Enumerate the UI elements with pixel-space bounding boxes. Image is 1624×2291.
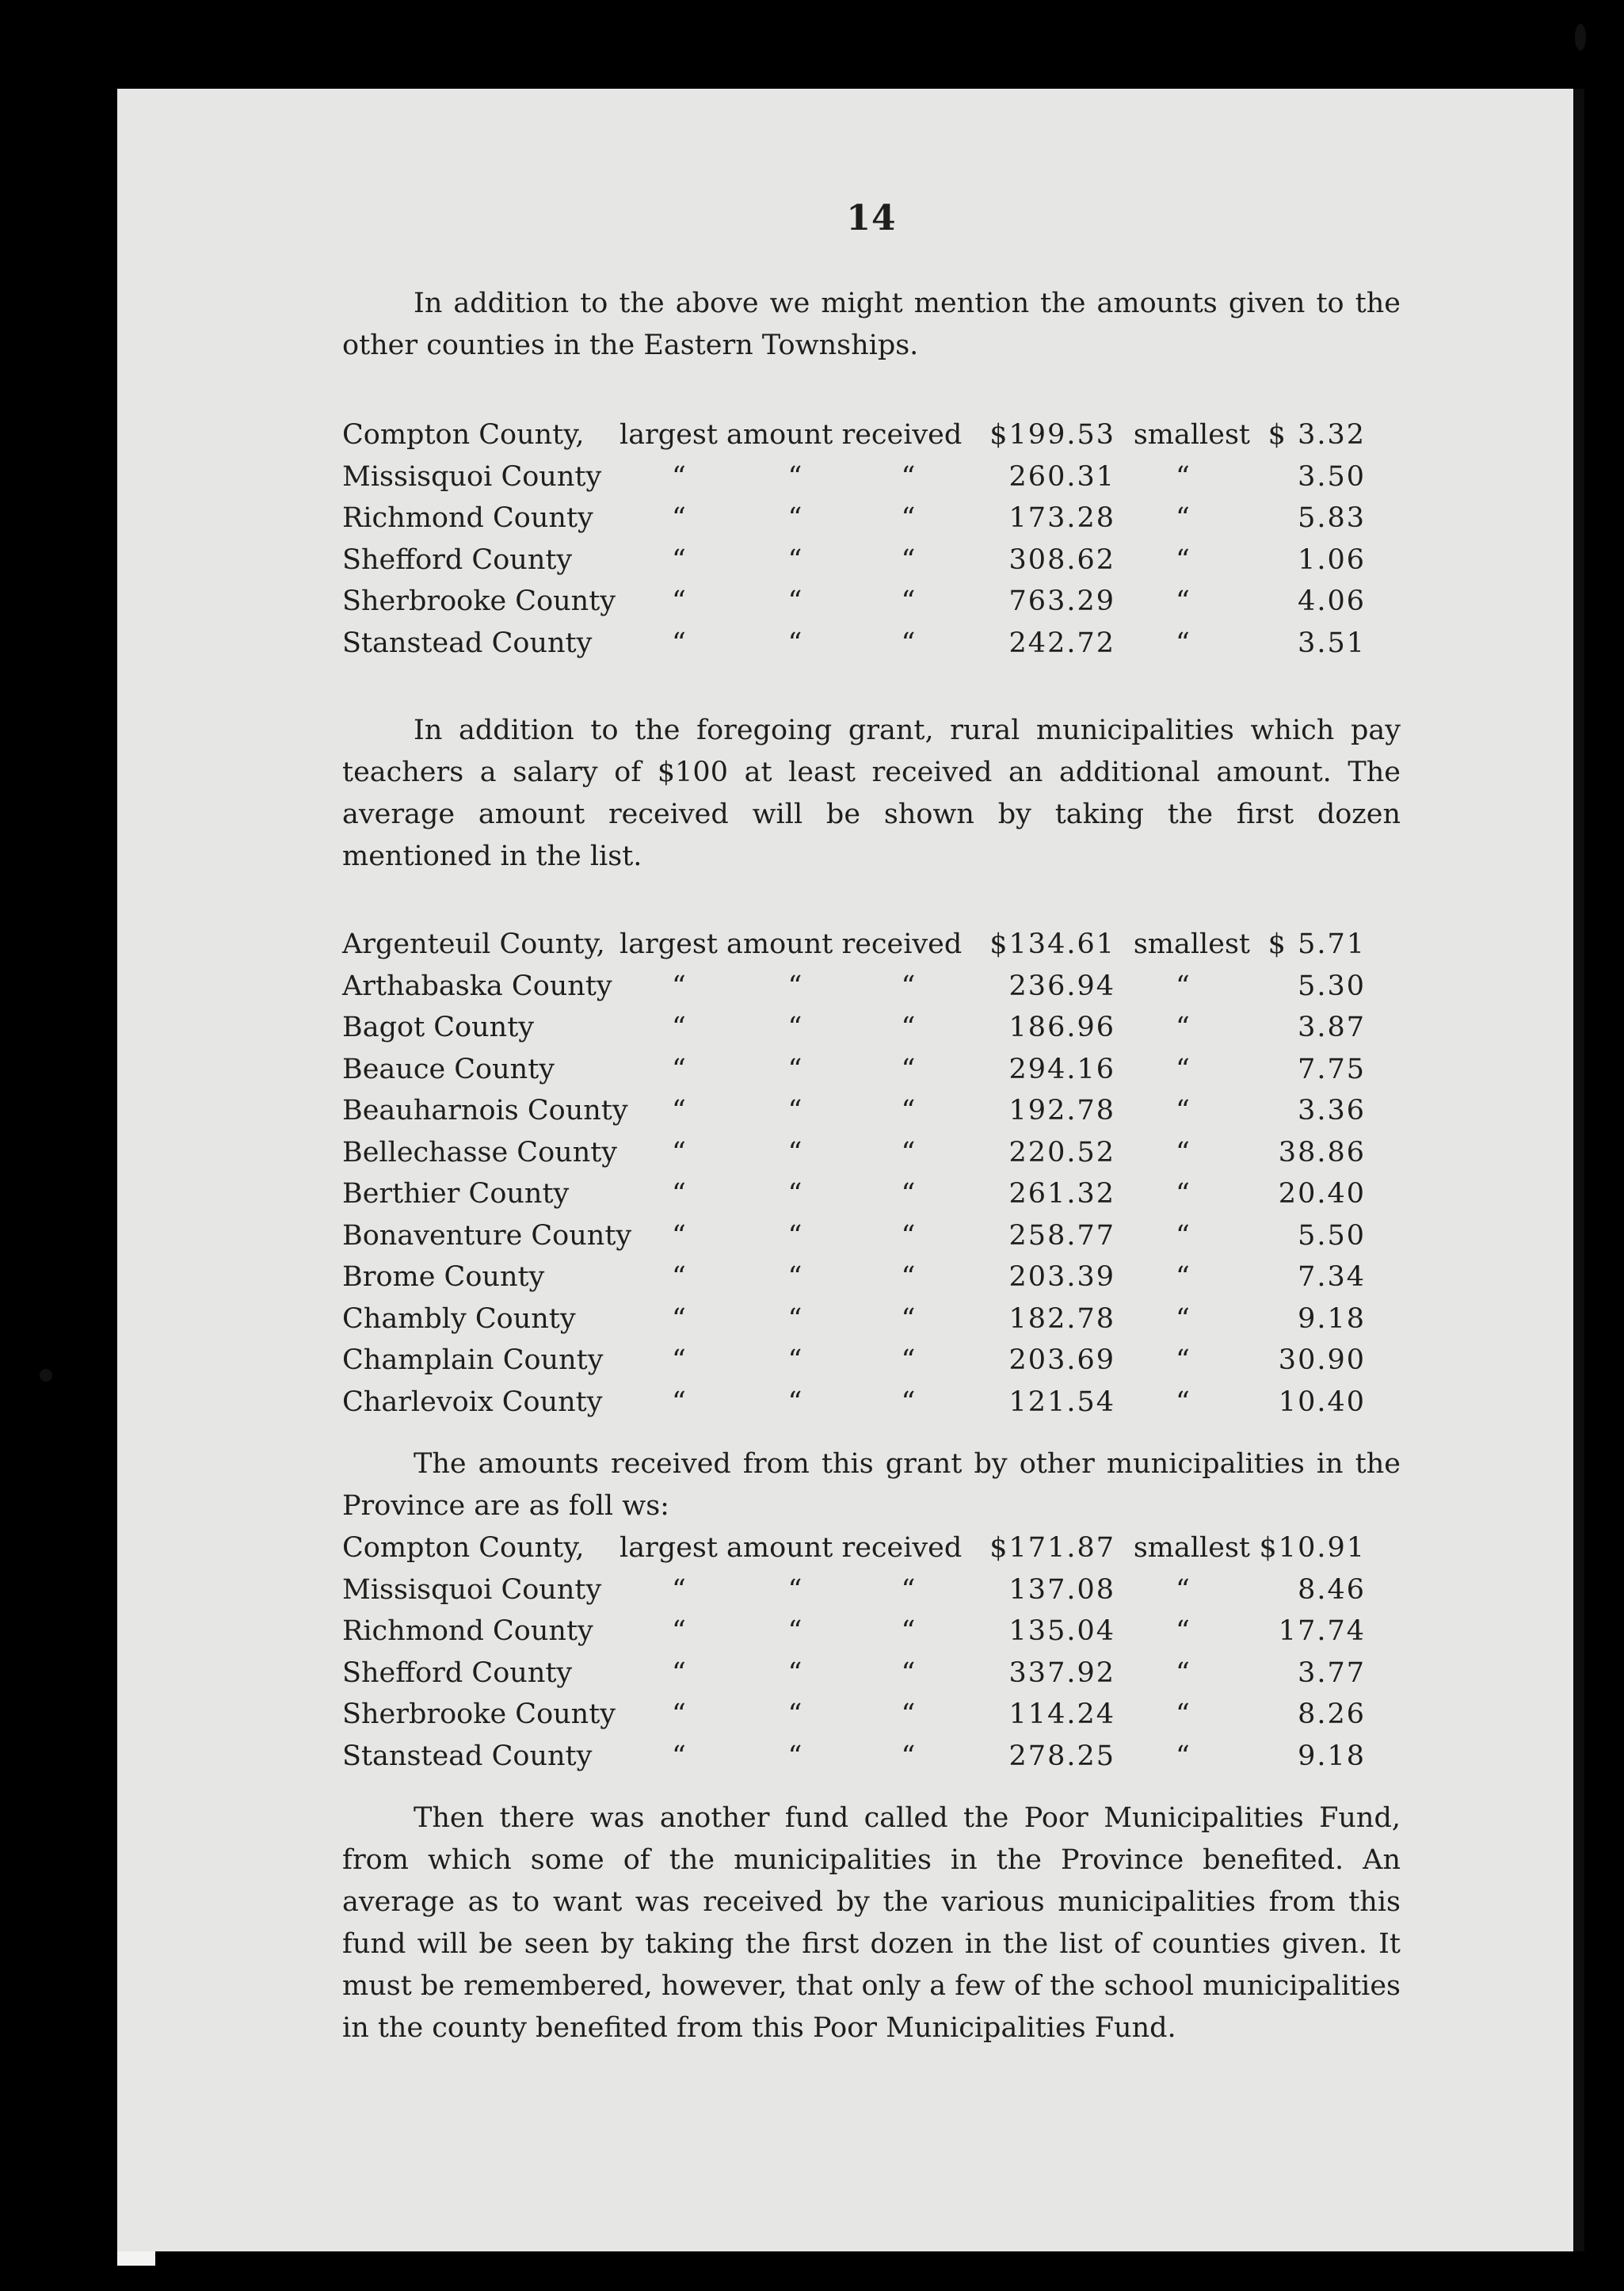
county-name: Bonaventure County <box>342 1219 632 1252</box>
smallest-amount-value: 5.50 <box>1298 1219 1366 1252</box>
smallest-amount-value: 7.34 <box>1298 1261 1366 1293</box>
county-name: Shefford County <box>342 543 573 576</box>
ditto-mark: “ <box>672 585 686 617</box>
smallest-amount-value: 20.40 <box>1278 1178 1366 1210</box>
ditto-mark: “ <box>672 627 686 659</box>
province-grant-paragraph: The amounts received from this grant by other municipalities in the Province are as foll ws: <box>342 1448 1401 1522</box>
ditto-mark: “ <box>1176 1136 1190 1168</box>
largest-amount-value: 121.54 <box>1008 1386 1115 1418</box>
ditto-mark: “ <box>1176 1573 1190 1606</box>
county-name: Argenteuil County, <box>342 928 605 960</box>
ditto-mark: “ <box>901 1386 916 1418</box>
table-row <box>342 1298 1401 1340</box>
county-name: Chambly County <box>342 1302 576 1335</box>
ditto-mark: “ <box>787 1178 802 1210</box>
book-spine <box>1573 89 1584 2251</box>
county-name: Charlevoix County <box>342 1386 603 1418</box>
largest-amount-value: 186.96 <box>1008 1012 1115 1043</box>
smallest-amount-value: 38.86 <box>1278 1136 1366 1168</box>
table-row <box>342 1382 1401 1424</box>
table-row <box>342 1340 1401 1382</box>
smallest-amount-value: 10.40 <box>1278 1386 1366 1418</box>
ditto-mark: “ <box>1176 1261 1190 1293</box>
smallest-amount-value: 30.90 <box>1278 1344 1366 1376</box>
ditto-mark: “ <box>787 1053 802 1085</box>
ditto-mark: “ <box>787 1698 802 1730</box>
smallest-amount-value: 3.50 <box>1298 460 1366 493</box>
table-row <box>342 1611 1401 1652</box>
county-name: Richmond County <box>342 1615 593 1647</box>
county-name: Richmond County <box>342 502 593 534</box>
county-name: Sherbrooke County <box>342 585 616 617</box>
county-name: Beauharnois County <box>342 1095 628 1126</box>
largest-amount-value: 278.25 <box>1008 1740 1115 1772</box>
smallest-amount-value: 7.75 <box>1298 1053 1366 1085</box>
table-row <box>342 581 1401 623</box>
ditto-mark: “ <box>672 502 686 534</box>
largest-amount-value: 137.08 <box>1008 1573 1115 1606</box>
ditto-mark: “ <box>1176 502 1190 534</box>
scan-smudge <box>1575 24 1586 51</box>
smallest-amount-value: 3.36 <box>1298 1095 1366 1126</box>
intro-paragraph: In addition to the above we might mention the amounts given to the other counties in the Eastern Townships. <box>342 288 1401 361</box>
largest-amount-value: 236.94 <box>1008 970 1115 1002</box>
ditto-mark: “ <box>901 502 916 534</box>
ditto-mark: “ <box>901 1136 916 1168</box>
table-row <box>342 539 1401 581</box>
table-row <box>342 1694 1401 1736</box>
largest-amount-value: 182.78 <box>1008 1302 1115 1335</box>
ditto-mark: “ <box>672 1261 686 1293</box>
scan-smudge <box>40 1369 52 1382</box>
largest-amount-value: 258.77 <box>1008 1219 1115 1252</box>
largest-amount-value: 294.16 <box>1008 1053 1115 1085</box>
smallest-amount-value: 3.77 <box>1298 1656 1366 1689</box>
ditto-mark: “ <box>672 1136 686 1168</box>
ditto-mark: “ <box>901 970 916 1002</box>
table-row <box>342 1527 1401 1569</box>
table-row <box>342 1049 1401 1091</box>
ditto-mark: “ <box>787 970 802 1002</box>
ditto-mark: “ <box>901 1261 916 1293</box>
ditto-mark: “ <box>1176 543 1190 576</box>
smallest-amount-value: 5.30 <box>1298 970 1366 1002</box>
ditto-mark: “ <box>901 1656 916 1689</box>
ditto-mark: “ <box>672 1302 686 1335</box>
county-name: Berthier County <box>342 1178 570 1210</box>
ditto-mark: “ <box>1176 627 1190 659</box>
smallest-label: smallest <box>1133 1532 1250 1564</box>
ditto-mark: “ <box>787 585 802 617</box>
largest-amount-value: 220.52 <box>1008 1136 1115 1168</box>
smallest-amount-value: 17.74 <box>1278 1615 1366 1647</box>
smallest-amount-value: $ 3.32 <box>1268 419 1366 451</box>
county-name: Sherbrooke County <box>342 1698 616 1730</box>
largest-amount-value: $134.61 <box>989 928 1115 960</box>
ditto-mark: “ <box>672 1178 686 1210</box>
ditto-mark: “ <box>787 1136 802 1168</box>
table-row <box>342 1652 1401 1694</box>
ditto-mark: “ <box>672 1053 686 1085</box>
table-row <box>342 924 1401 966</box>
document-content <box>342 198 1401 2049</box>
ditto-mark: “ <box>901 543 916 576</box>
ditto-mark: “ <box>787 1573 802 1606</box>
largest-amount-value: 308.62 <box>1008 543 1115 576</box>
largest-amount-value: 337.92 <box>1008 1656 1115 1689</box>
table-row <box>342 1173 1401 1215</box>
largest-amount-label: largest amount received <box>619 928 963 960</box>
ditto-mark: “ <box>1176 1698 1190 1730</box>
ditto-mark: “ <box>787 1656 802 1689</box>
table-row <box>342 497 1401 539</box>
ditto-mark: “ <box>672 1219 686 1252</box>
ditto-mark: “ <box>901 1053 916 1085</box>
table-row <box>342 1132 1401 1174</box>
ditto-mark: “ <box>787 1302 802 1335</box>
largest-amount-label: largest amount received <box>619 1532 963 1564</box>
table-row <box>342 414 1401 456</box>
table-row <box>342 623 1401 665</box>
smallest-amount-value: 3.51 <box>1298 627 1366 659</box>
ditto-mark: “ <box>1176 970 1190 1002</box>
ditto-mark: “ <box>1176 1344 1190 1376</box>
largest-amount-value: $199.53 <box>989 419 1115 451</box>
table-row <box>342 1215 1401 1257</box>
ditto-mark: “ <box>901 1178 916 1210</box>
largest-amount-value: 260.31 <box>1008 460 1115 493</box>
ditto-mark: “ <box>787 460 802 493</box>
ditto-mark: “ <box>1176 1012 1190 1043</box>
county-name: Arthabaska County <box>342 970 612 1002</box>
ditto-mark: “ <box>787 1615 802 1647</box>
ditto-mark: “ <box>787 1261 802 1293</box>
county-name: Missisquoi County <box>342 460 602 493</box>
ditto-mark: “ <box>901 1302 916 1335</box>
eastern-townships-table <box>342 414 1401 664</box>
smallest-amount-value: $10.91 <box>1259 1532 1366 1564</box>
ditto-mark: “ <box>787 1012 802 1043</box>
ditto-mark: “ <box>1176 1053 1190 1085</box>
largest-amount-value: 203.39 <box>1008 1261 1115 1293</box>
smallest-amount-value: 4.06 <box>1298 585 1366 617</box>
largest-amount-value: 114.24 <box>1008 1698 1115 1730</box>
county-name: Champlain County <box>342 1344 604 1376</box>
county-name: Bellechasse County <box>342 1136 618 1168</box>
ditto-mark: “ <box>672 1615 686 1647</box>
smallest-amount-value: $ 5.71 <box>1268 928 1366 960</box>
ditto-mark: “ <box>901 627 916 659</box>
table-row <box>342 456 1401 498</box>
county-name: Shefford County <box>342 1656 573 1689</box>
ditto-mark: “ <box>1176 1178 1190 1210</box>
largest-amount-label: largest amount received <box>619 419 963 451</box>
county-name: Brome County <box>342 1261 545 1293</box>
ditto-mark: “ <box>787 1219 802 1252</box>
ditto-mark: “ <box>901 585 916 617</box>
county-name: Compton County, <box>342 1532 585 1564</box>
ditto-mark: “ <box>672 1740 686 1772</box>
ditto-mark: “ <box>901 1095 916 1126</box>
smallest-amount-value: 9.18 <box>1298 1740 1366 1772</box>
ditto-mark: “ <box>787 502 802 534</box>
largest-amount-value: $171.87 <box>989 1532 1115 1564</box>
ditto-mark: “ <box>672 1656 686 1689</box>
ditto-mark: “ <box>672 543 686 576</box>
county-name: Stanstead County <box>342 1740 593 1772</box>
ditto-mark: “ <box>672 1344 686 1376</box>
ditto-mark: “ <box>672 1386 686 1418</box>
county-name: Beauce County <box>342 1053 555 1085</box>
largest-amount-value: 192.78 <box>1008 1095 1115 1126</box>
smallest-label: smallest <box>1133 419 1250 451</box>
largest-amount-value: 261.32 <box>1008 1178 1115 1210</box>
ditto-mark: “ <box>901 1740 916 1772</box>
table-row <box>342 1090 1401 1132</box>
ditto-mark: “ <box>1176 460 1190 493</box>
ditto-mark: “ <box>672 1095 686 1126</box>
smallest-amount-value: 8.46 <box>1298 1573 1366 1606</box>
county-name: Stanstead County <box>342 627 593 659</box>
ditto-mark: “ <box>787 1740 802 1772</box>
ditto-mark: “ <box>672 1573 686 1606</box>
ditto-mark: “ <box>787 1095 802 1126</box>
ditto-mark: “ <box>1176 1219 1190 1252</box>
ditto-mark: “ <box>672 460 686 493</box>
smallest-amount-value: 8.26 <box>1298 1698 1366 1730</box>
ditto-mark: “ <box>787 543 802 576</box>
ditto-mark: “ <box>901 460 916 493</box>
smallest-label: smallest <box>1133 928 1250 960</box>
ditto-mark: “ <box>1176 1615 1190 1647</box>
ditto-mark: “ <box>901 1219 916 1252</box>
ditto-mark: “ <box>901 1698 916 1730</box>
county-name: Missisquoi County <box>342 1573 602 1606</box>
smallest-amount-value: 9.18 <box>1298 1302 1366 1335</box>
ditto-mark: “ <box>787 1344 802 1376</box>
table-row <box>342 1007 1401 1049</box>
ditto-mark: “ <box>901 1012 916 1043</box>
table-row <box>342 966 1401 1008</box>
largest-amount-value: 173.28 <box>1008 502 1115 534</box>
ditto-mark: “ <box>901 1573 916 1606</box>
county-name: Compton County, <box>342 419 585 451</box>
largest-amount-value: 242.72 <box>1008 627 1115 659</box>
salary-grant-paragraph: In addition to the foregoing grant, rural municipalities which pay teachers a salary of $100 at least received an additional amount. The average amount received will be shown by taking the first dozen mentioned in the list. <box>342 715 1401 872</box>
largest-amount-value: 135.04 <box>1008 1615 1115 1647</box>
smallest-amount-value: 5.83 <box>1298 502 1366 534</box>
ditto-mark: “ <box>1176 1095 1190 1126</box>
ditto-mark: “ <box>1176 585 1190 617</box>
table-row <box>342 1736 1401 1778</box>
ditto-mark: “ <box>787 627 802 659</box>
county-name: Bagot County <box>342 1012 535 1043</box>
largest-amount-value: 763.29 <box>1008 585 1115 617</box>
ditto-mark: “ <box>672 1012 686 1043</box>
largest-amount-value: 203.69 <box>1008 1344 1115 1376</box>
ditto-mark: “ <box>1176 1740 1190 1772</box>
ditto-mark: “ <box>901 1615 916 1647</box>
ditto-mark: “ <box>672 970 686 1002</box>
other-municipalities-table <box>342 1527 1401 1777</box>
first-dozen-table <box>342 924 1401 1423</box>
page-number: 14 <box>846 198 897 238</box>
ditto-mark: “ <box>1176 1386 1190 1418</box>
smallest-amount-value: 1.06 <box>1298 543 1366 576</box>
ditto-mark: “ <box>787 1386 802 1418</box>
smallest-amount-value: 3.87 <box>1298 1012 1366 1043</box>
ditto-mark: “ <box>1176 1656 1190 1689</box>
ditto-mark: “ <box>1176 1302 1190 1335</box>
table-row <box>342 1256 1401 1298</box>
table-row <box>342 1569 1401 1611</box>
ditto-mark: “ <box>901 1344 916 1376</box>
ditto-mark: “ <box>672 1698 686 1730</box>
poor-fund-paragraph: Then there was another fund called the Poor Municipalities Fund, from which some of the municipalities in the Province benefited. An average as to want was received by the various municipalities from this fund will be seen by taking the first dozen in the list of counties given. It must be remembered, however, that only a few of the school municipalities in the county benefited from this Poor Municipalities Fund. <box>342 1802 1401 2044</box>
